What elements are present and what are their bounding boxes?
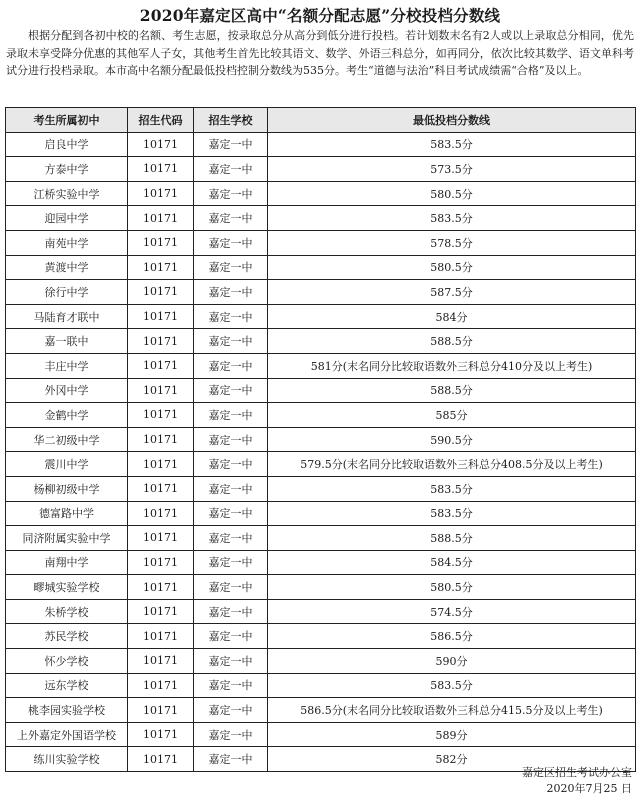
middle-school-cell: 徐行中学 (6, 280, 128, 305)
enrolling-school-cell: 嘉定一中 (194, 698, 268, 723)
table-row (6, 452, 636, 477)
min-score-cell: 589分 (268, 722, 636, 747)
min-score-cell: 583.5分 (268, 501, 636, 526)
enrollment-code-cell: 10171 (128, 476, 194, 501)
enrolling-school-cell: 嘉定一中 (194, 230, 268, 255)
enrolling-school-cell: 嘉定一中 (194, 575, 268, 600)
table-row (6, 255, 636, 280)
enrollment-code-cell: 10171 (128, 230, 194, 255)
table-row (6, 230, 636, 255)
min-score-cell: 590分 (268, 649, 636, 674)
table-row (6, 427, 636, 452)
header-middle-school: 考生所属初中 (6, 108, 128, 133)
enrolling-school-cell: 嘉定一中 (194, 157, 268, 182)
table-row (6, 157, 636, 182)
middle-school-cell: 同济附属实验中学 (6, 526, 128, 551)
middle-school-cell: 怀少学校 (6, 649, 128, 674)
middle-school-cell: 嘉一联中 (6, 329, 128, 354)
middle-school-cell: 江桥实验中学 (6, 181, 128, 206)
middle-school-cell: 启良中学 (6, 132, 128, 157)
table-row (6, 501, 636, 526)
enrolling-school-cell: 嘉定一中 (194, 526, 268, 551)
table-row (6, 132, 636, 157)
min-score-cell: 584分 (268, 304, 636, 329)
enrolling-school-cell: 嘉定一中 (194, 722, 268, 747)
enrollment-code-cell: 10171 (128, 280, 194, 305)
enrolling-school-cell: 嘉定一中 (194, 280, 268, 305)
enrollment-code-cell: 10171 (128, 157, 194, 182)
min-score-cell: 580.5分 (268, 181, 636, 206)
table-row (6, 378, 636, 403)
intro-paragraph: 根据分配到各初中校的名额、考生志愿，按录取总分从高分到低分进行投档。若计划数末名有2人或以上录取总分相同，优先录取未享受降分优惠的其他军人子女，其他考生首先比较其语文、数学、外语三科总分，如再同分，依次比较其数学、语文单科考试分进行投档录取。本市高中名额分配最低投档控制分数线为535分。考生“道德与法治”科目考试成绩需“合格”及以上。 (6, 29, 634, 77)
min-score-cell: 578.5分 (268, 230, 636, 255)
min-score-cell: 583.5分 (268, 476, 636, 501)
issuing-office: 嘉定区招生考试办公室 (522, 766, 632, 779)
middle-school-cell: 杨柳初级中学 (6, 476, 128, 501)
enrollment-code-cell: 10171 (128, 649, 194, 674)
middle-school-cell: 金鹤中学 (6, 403, 128, 428)
table-row (6, 403, 636, 428)
enrolling-school-cell: 嘉定一中 (194, 649, 268, 674)
enrolling-school-cell: 嘉定一中 (194, 673, 268, 698)
enrollment-code-cell: 10171 (128, 403, 194, 428)
table-row (6, 698, 636, 723)
min-score-cell: 590.5分 (268, 427, 636, 452)
table-row (6, 353, 636, 378)
enrolling-school-cell: 嘉定一中 (194, 403, 268, 428)
table-row (6, 206, 636, 231)
enrolling-school-cell: 嘉定一中 (194, 206, 268, 231)
table-row (6, 624, 636, 649)
enrolling-school-cell: 嘉定一中 (194, 747, 268, 772)
table-row (6, 550, 636, 575)
header-enrollment-code: 招生代码 (128, 108, 194, 133)
enrolling-school-cell: 嘉定一中 (194, 550, 268, 575)
middle-school-cell: 疁城实验学校 (6, 575, 128, 600)
table-row (6, 649, 636, 674)
min-score-cell: 582分 (268, 747, 636, 772)
enrollment-code-cell: 10171 (128, 452, 194, 477)
enrolling-school-cell: 嘉定一中 (194, 353, 268, 378)
enrolling-school-cell: 嘉定一中 (194, 501, 268, 526)
min-score-cell: 583.5分 (268, 206, 636, 231)
middle-school-cell: 德富路中学 (6, 501, 128, 526)
enrolling-school-cell: 嘉定一中 (194, 599, 268, 624)
middle-school-cell: 练川实验学校 (6, 747, 128, 772)
enrollment-code-cell: 10171 (128, 575, 194, 600)
min-score-cell: 574.5分 (268, 599, 636, 624)
enrollment-code-cell: 10171 (128, 501, 194, 526)
middle-school-cell: 南苑中学 (6, 230, 128, 255)
table-row (6, 280, 636, 305)
min-score-cell: 588.5分 (268, 526, 636, 551)
enrolling-school-cell: 嘉定一中 (194, 624, 268, 649)
enrollment-code-cell: 10171 (128, 624, 194, 649)
table-body (6, 132, 636, 771)
table-row (6, 575, 636, 600)
table-header-row (6, 108, 636, 133)
enrollment-code-cell: 10171 (128, 599, 194, 624)
enrollment-code-cell: 10171 (128, 255, 194, 280)
enrollment-code-cell: 10171 (128, 304, 194, 329)
enrolling-school-cell: 嘉定一中 (194, 452, 268, 477)
min-score-cell: 586.5分 (268, 624, 636, 649)
min-score-cell: 585分 (268, 403, 636, 428)
enrolling-school-cell: 嘉定一中 (194, 427, 268, 452)
table-row (6, 722, 636, 747)
min-score-cell: 579.5分(末名同分比较取语数外三科总分408.5分及以上考生) (268, 452, 636, 477)
middle-school-cell: 上外嘉定外国语学校 (6, 722, 128, 747)
table-row (6, 526, 636, 551)
enrollment-code-cell: 10171 (128, 673, 194, 698)
header-enrolling-school: 招生学校 (194, 108, 268, 133)
enrolling-school-cell: 嘉定一中 (194, 181, 268, 206)
middle-school-cell: 南翔中学 (6, 550, 128, 575)
min-score-cell: 588.5分 (268, 329, 636, 354)
enrollment-code-cell: 10171 (128, 353, 194, 378)
table-row (6, 304, 636, 329)
table-row (6, 181, 636, 206)
enrolling-school-cell: 嘉定一中 (194, 378, 268, 403)
middle-school-cell: 丰庄中学 (6, 353, 128, 378)
middle-school-cell: 黄渡中学 (6, 255, 128, 280)
enrollment-code-cell: 10171 (128, 747, 194, 772)
enrollment-code-cell: 10171 (128, 427, 194, 452)
enrolling-school-cell: 嘉定一中 (194, 132, 268, 157)
middle-school-cell: 外冈中学 (6, 378, 128, 403)
enrollment-code-cell: 10171 (128, 526, 194, 551)
middle-school-cell: 远东学校 (6, 673, 128, 698)
min-score-cell: 586.5分(末名同分比较取语数外三科总分415.5分及以上考生) (268, 698, 636, 723)
enrolling-school-cell: 嘉定一中 (194, 255, 268, 280)
issue-date: 2020年7月25 日 (546, 782, 632, 795)
middle-school-cell: 桃李园实验学校 (6, 698, 128, 723)
middle-school-cell: 震川中学 (6, 452, 128, 477)
min-score-cell: 580.5分 (268, 575, 636, 600)
enrolling-school-cell: 嘉定一中 (194, 329, 268, 354)
table-row (6, 599, 636, 624)
min-score-cell: 583.5分 (268, 673, 636, 698)
min-score-cell: 580.5分 (268, 255, 636, 280)
enrollment-code-cell: 10171 (128, 550, 194, 575)
page-title: 2020年嘉定区高中“名额分配志愿”分校投档分数线 (139, 6, 501, 25)
score-table (5, 107, 636, 772)
middle-school-cell: 华二初级中学 (6, 427, 128, 452)
min-score-cell: 587.5分 (268, 280, 636, 305)
middle-school-cell: 方泰中学 (6, 157, 128, 182)
middle-school-cell: 马陆育才联中 (6, 304, 128, 329)
enrolling-school-cell: 嘉定一中 (194, 476, 268, 501)
enrollment-code-cell: 10171 (128, 722, 194, 747)
middle-school-cell: 朱桥学校 (6, 599, 128, 624)
enrollment-code-cell: 10171 (128, 378, 194, 403)
min-score-cell: 573.5分 (268, 157, 636, 182)
table-row (6, 673, 636, 698)
middle-school-cell: 苏民学校 (6, 624, 128, 649)
min-score-cell: 583.5分 (268, 132, 636, 157)
header-min-score: 最低投档分数线 (268, 108, 636, 133)
min-score-cell: 584.5分 (268, 550, 636, 575)
enrollment-code-cell: 10171 (128, 698, 194, 723)
table-row (6, 329, 636, 354)
enrollment-code-cell: 10171 (128, 329, 194, 354)
table-row (6, 476, 636, 501)
middle-school-cell: 迎园中学 (6, 206, 128, 231)
enrolling-school-cell: 嘉定一中 (194, 304, 268, 329)
enrollment-code-cell: 10171 (128, 132, 194, 157)
enrollment-code-cell: 10171 (128, 181, 194, 206)
min-score-cell: 588.5分 (268, 378, 636, 403)
enrollment-code-cell: 10171 (128, 206, 194, 231)
min-score-cell: 581分(末名同分比较取语数外三科总分410分及以上考生) (268, 353, 636, 378)
